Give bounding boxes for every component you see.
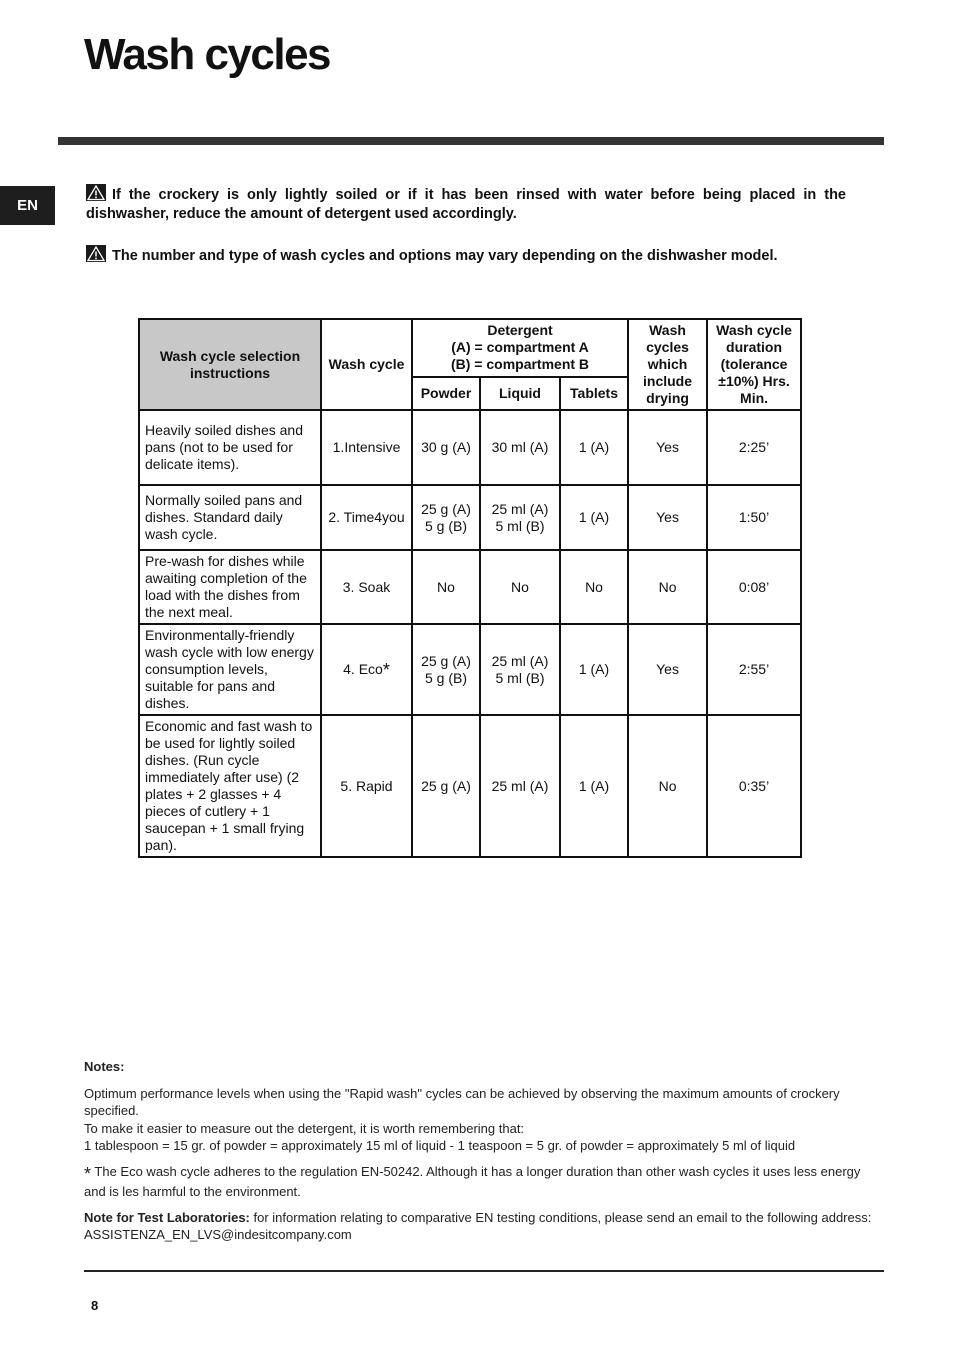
eco-asterisk: * [84,1163,92,1184]
drying-value: No [628,550,707,624]
powder-amount: 25 g (A) [412,715,480,857]
liquid-amount: 25 ml (A) 5 ml (B) [480,485,560,550]
detergent-compartment-b: (B) = compartment B [450,356,590,373]
detergent-title: Detergent [487,322,553,339]
cycle-description: Pre-wash for dishes while awaiting completion of the load with the dishes from the next meal. [139,550,321,624]
notes-measure-equivalence: 1 tablespoon = 15 gr. of powder = approximately 15 ml of liquid - 1 teaspoon = 5 gr. of powder = approximately 5 ml of liquid [84,1138,796,1153]
notes-rapid-wash: Optimum performance levels when using the "Rapid wash" cycles can be achieved by observing the maximum amounts of crockery specified. [84,1085,840,1118]
drying-value: Yes [628,624,707,715]
language-tab: EN [0,186,55,225]
warning-text: If the crockery is only lightly soiled or if it has been rinsed with water before being placed in the dishwasher, reduce the amount of detergent used accordingly. [86,187,846,222]
table-row [139,410,801,485]
header-powder: Powder [412,377,480,410]
liquid-amount: 25 ml (A) 5 ml (B) [480,624,560,715]
cycle-description: Normally soiled pans and dishes. Standard daily wash cycle. [139,485,321,550]
header-detergent [412,319,628,377]
cycle-description: Heavily soiled dishes and pans (not to be used for delicate items). [139,410,321,485]
duration-value: 2:55’ [707,624,801,715]
header-liquid: Liquid [480,377,560,410]
powder-amount: 25 g (A) 5 g (B) [412,485,480,550]
duration-value: 0:08’ [707,550,801,624]
header-tablets: Tablets [560,377,628,410]
tablets-amount: 1 (A) [560,410,628,485]
drying-value: Yes [628,410,707,485]
tablets-amount: 1 (A) [560,485,628,550]
table-row [139,715,801,857]
tablets-amount: 1 (A) [560,624,628,715]
cycle-name: 3. Soak [321,550,412,624]
header-wash-cycle: Wash cycle [321,319,412,410]
page-title: Wash cycles [84,30,331,79]
cycle-name: 1.Intensive [321,410,412,485]
header-drying: Wash cycles which include drying [628,319,707,410]
table-row [139,624,801,715]
page-number: 8 [91,1298,99,1313]
notes-test-laboratories [84,1209,884,1244]
wash-cycles-table [138,318,802,858]
footer-divider [84,1270,884,1272]
cycle-name: 2. Time4you [321,485,412,550]
warning-triangle-icon [86,245,106,262]
powder-amount: 25 g (A) 5 g (B) [412,624,480,715]
duration-value: 0:35’ [707,715,801,857]
notes-eco-text: The Eco wash cycle adheres to the regulation EN-50242. Although it has a longer duration than other wash cycles it uses less energy and is les harmful to the environment. [84,1163,861,1199]
notes-lab-text: for information relating to comparative EN testing conditions, please send an email to the following address: ASSISTENZA_EN_LVS@indesitcompany.com [84,1209,872,1242]
cycle-description: Environmentally-friendly wash cycle with low energy consumption levels, suitable for pans and dishes. [139,624,321,715]
table-row [139,550,801,624]
powder-amount: 30 g (A) [412,410,480,485]
cycle-name: 5. Rapid [321,715,412,857]
warning-model-variation [86,245,846,266]
notes-lab-label: Note for Test Laboratories: [84,1209,250,1225]
notes-measure-intro: To make it easier to measure out the detergent, it is worth remembering that: [84,1120,525,1136]
header-divider [58,137,884,145]
drying-value: Yes [628,485,707,550]
tablets-amount: No [560,550,628,624]
warning-triangle-icon [86,184,106,201]
notes-title: Notes: [84,1059,125,1074]
duration-value: 2:25’ [707,410,801,485]
cycle-name: 4. Eco* [321,624,412,715]
warning-text: The number and type of wash cycles and options may vary depending on the dishwasher model. [112,248,778,264]
liquid-amount: 25 ml (A) [480,715,560,857]
liquid-amount: No [480,550,560,624]
table-row [139,485,801,550]
header-selection-instructions: Wash cycle selection instructions [139,319,321,410]
tablets-amount: 1 (A) [560,715,628,857]
liquid-amount: 30 ml (A) [480,410,560,485]
detergent-compartment-a: (A) = compartment A [451,339,589,356]
warning-lightly-soiled [86,184,846,224]
eco-asterisk: * [382,659,390,680]
cycle-description: Economic and fast wash to be used for lightly soiled dishes. (Run cycle immediately after use) (2 plates + 2 glasses + 4 pieces of cutlery + 1 saucepan + 1 small frying pan). [139,715,321,857]
notes-eco [84,1163,884,1201]
header-duration: Wash cycle duration (tolerance ±10%) Hrs. Min. [707,319,801,410]
notes-section [84,1058,884,1244]
duration-value: 1:50’ [707,485,801,550]
powder-amount: No [412,550,480,624]
drying-value: No [628,715,707,857]
